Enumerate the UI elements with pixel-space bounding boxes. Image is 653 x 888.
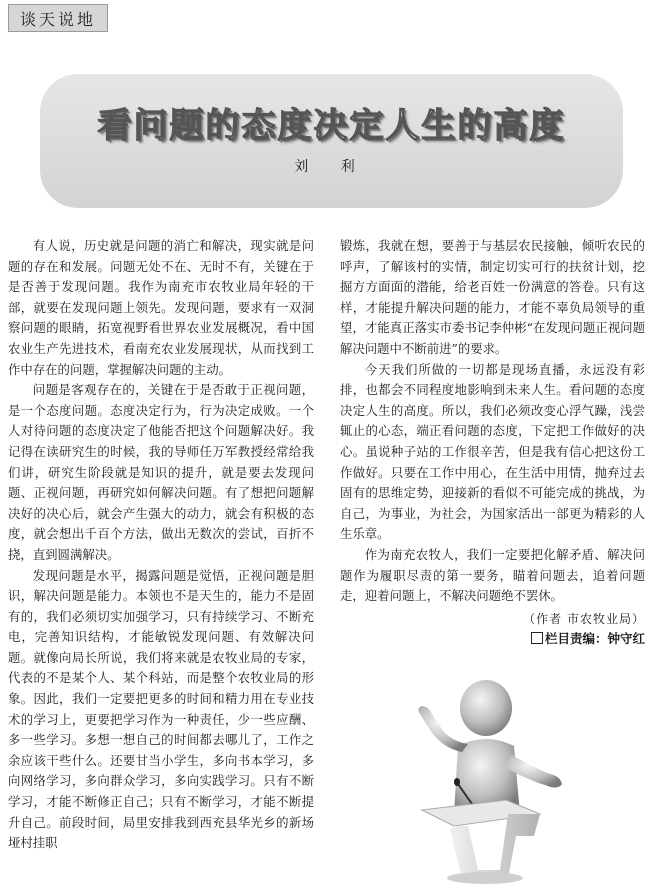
paragraph: 发现问题是水平，揭露问题是觉悟，正视问题是胆识，解决问题是能力。本领也不是天生的，能力不是固有的，我们必须切实加强学习，只有持续学习、不断充电，完善知识结构，才能敏锐发现问题、有效解决问题。就像向局长所说，我们将来就是农牧业局的专家，代表的不是某个人、某个科站，而是整个农牧业局的形象。因此，我们一定要把更多的时间和精力用在专业技术的学习上，更要把学习作为一种责任，少一些应酬、多一些学习。多想一想自己的时间都去哪儿了，工作之余应该干些什么。还要甘当小学生，多向书本学习，多向网络学习，多向群众学习，多向实践学习。只有不断学习，才能不断修正自己；只有不断学习，才能不断提升自己。前段时间，局里安排我到西充县华光乡的新场垭村挂职 [8,567,314,851]
editor-credit [340,629,645,649]
speaker-illustration [388,664,574,886]
paragraph-continuation: 锻炼，我就在想，要善于与基层农民接触，倾听农民的呼声，了解该村的实情，制定切实可行的扶贫计划，挖掘方方面面的潜能，给老百姓一份满意的答卷。只有这样，才能提升解决问题的能力，才能不辜负局领导的重望，才能真正落实市委书记李仲彬“在发现问题正视问题解决问题中不断前进”的要求。 [340,238,645,356]
author-note: （作者 市农牧业局） [523,611,645,626]
editor-label: 栏目责编：钟守红 [544,630,645,646]
paragraph: 作为南充农牧人，我们一定要把化解矛盾、解决问题作为履职尽责的第一要务，瞄着问题去，追着问题走，迎着问题上，不解决问题绝不罢休。 [340,546,645,604]
paragraph: 今天我们所做的一切都是现场直播，永远没有彩排，也都会不同程度地影响到未来人生。看问题的态度决定人生的高度。所以，我们必须改变心浮气躁，浅尝辄止的心态，端正看问题的态度，下定把工作做好的决心。虽说种子站的工作很辛苦，但是我有信心把这份工作做好。只要在工作中用心，在生活中用情，抛弃过去固有的思维定势，迎接新的看似不可能完成的挑战，为自己，为事业，为社会，为国家活出一部更为精彩的人生乐章。 [340,361,645,542]
square-icon [531,632,543,644]
speaker-at-podium-icon [388,664,574,886]
left-column [8,236,314,854]
paragraph: 有人说，历史就是问题的消亡和解决，现实就是问题的存在和发展。问题无处不在、无时不有，关键在于是否善于发现问题。我作为南充市农牧业局年轻的干部，就要在发现问题上领先。发现问题，要求有一双洞察问题的眼睛，拓宽视野看世界农业发展概况，看中国农业生产先进技术，看南充农业发展现状，从而找到工作中存在的问题，掌握解决问题的主动。 [8,238,314,377]
article-title: 看问题的态度决定人生的高度 [97,106,566,146]
title-banner [40,74,623,208]
paragraph: 问题是客观存在的，关键在于是否敢于正视问题，是一个态度问题。态度决定行为，行为决定成败。一个人对待问题的态度决定了他能否把这个问题解决好。我记得在读研究生的时候，我的导师任万军教授经常给我们讲，研究生阶段就是知识的提升，就是要去发现问题、正视问题，再研究如何解决问题。有了想把问题解决好的决心后，就会产生强大的动力，就会有积极的态度，就会想出千百个方法，做出无数次的尝试，百折不挠，直到圆满解决。 [8,382,314,562]
right-column [340,236,645,649]
author-name: 刘 利 [294,159,369,175]
section-tag: 谈天说地 [8,4,108,32]
